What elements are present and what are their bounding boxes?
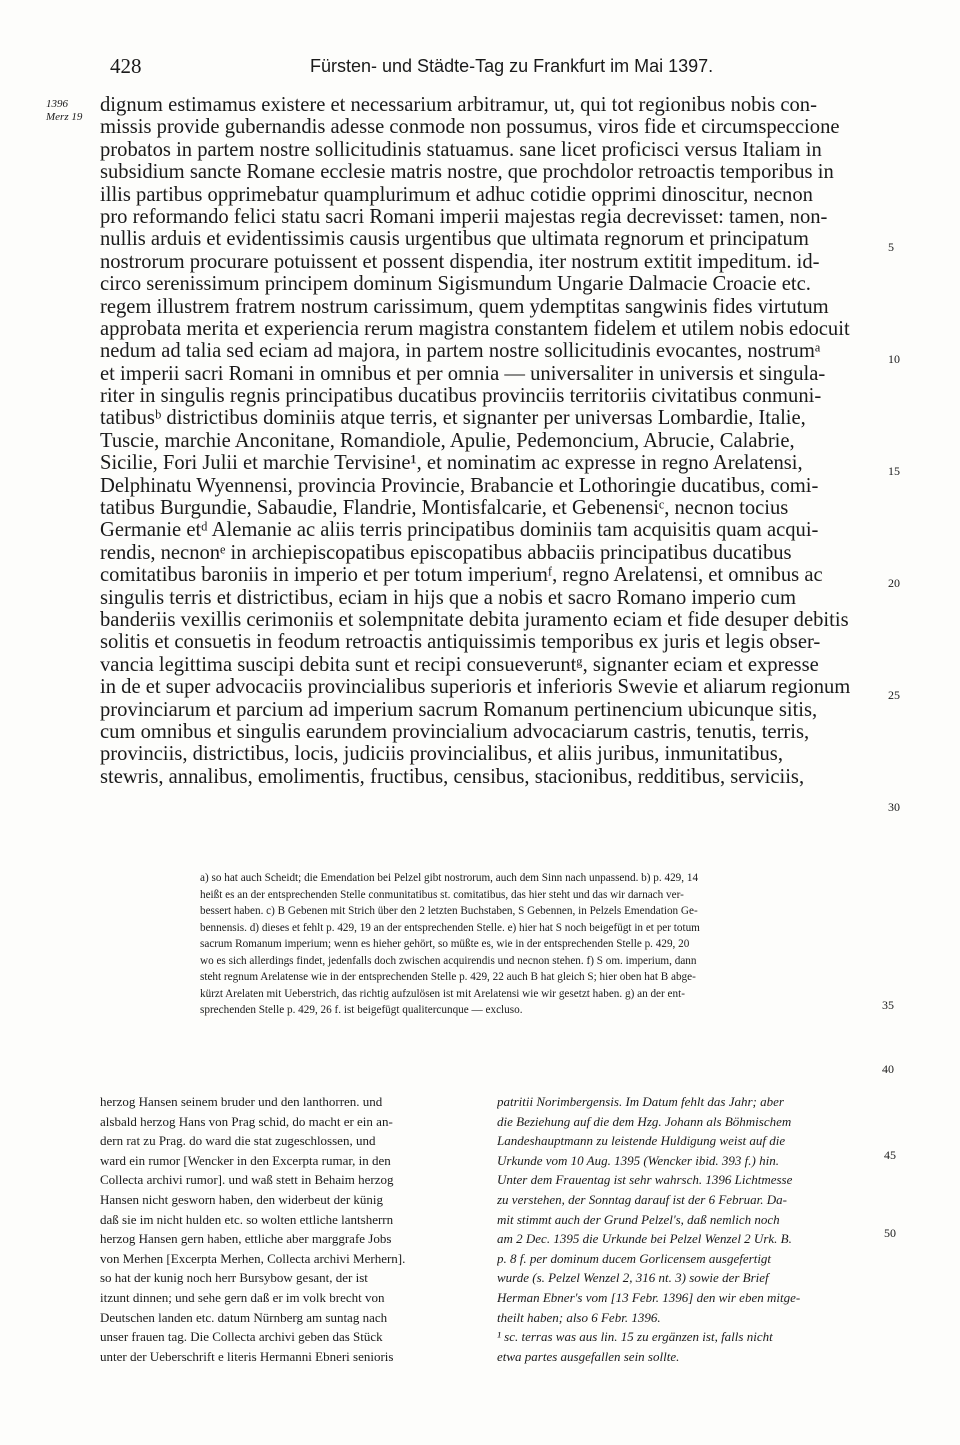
footnote-line: wo es sich allerdings findet, jedenfalls doch zwischen acquirendis und necnon stehen. f) S om. imperium, dann <box>200 954 697 967</box>
running-title: Fürsten- und Städte-Tag zu Frankfurt im Mai 1397. <box>310 56 714 76</box>
text-line: Tuscie, marchie Anconitane, Romandiole, Apulie, Pedemoncium, Abrucie, Calabrie, <box>100 429 795 452</box>
text-line: solitis et consuetis in feodum retroactis antiquissimis temporibus ex juris et legis obser- <box>100 631 821 654</box>
text-line: circo serenissimum principem dominum Sigismundum Ungarie Dalmacie Croacie etc. <box>100 273 811 296</box>
text-line: ¹ sc. terras was aus lin. 15 zu ergänzen ist, falls nicht <box>497 1329 773 1345</box>
footnote-line: sprechenden Stelle p. 429, 26 f. ist beigefügt qualitercunque — excluso. <box>200 1004 523 1016</box>
line-number: 10 <box>888 352 900 366</box>
footnote-line: bessert haben. c) B Gebenen mit Strich über den 2 letzten Buchstaben, S Gebennen, in Pelzels Emendation Ge- <box>200 905 698 917</box>
text-line: Landeshauptmann zu leistende Huldigung weist auf die <box>497 1133 786 1149</box>
text-line: provinciis, districtibus, locis, judiciis provincialibus, et aliis juribus, inmunitatibus, <box>100 743 783 766</box>
text-line: so hat der kunig noch herr Bursybow gesant, der ist <box>100 1270 368 1286</box>
line-number: 40 <box>882 1062 894 1076</box>
footnote-line: kürzt Arelaten mit Ueberstrich, das richtig aufzulösen ist mit Arelatensi wie wir gesetzt haben. g) an der ent- <box>200 987 685 1000</box>
text-line: nullis arduis et evidentissimis causis urgentibus que ultimata regnorum et principatum <box>100 228 809 251</box>
text-line: in de et super advocaciis provincialibus superioris et inferioris Swevie et aliarum regionum <box>100 676 851 699</box>
text-line: Urkunde vom 10 Aug. 1395 (Wencker ibid. 393 f.) hin. <box>497 1152 779 1168</box>
text-line: unter der Ueberschrift e literis Hermanni Ebneri senioris <box>100 1348 394 1364</box>
text-line: provinciarum et parcium ad imperium sacrum Romanum pertinencium ubicunque sitis, <box>100 698 818 721</box>
line-number: 25 <box>888 688 900 702</box>
text-line: ward ein rumor [Wencker in den Excerpta rumar, in den <box>100 1152 391 1168</box>
main-text <box>100 94 880 788</box>
text-line: Sicilie, Fori Julii et marchie Tervisine¹, et nominatim ac expresse in regno Arelatensi, <box>100 452 803 475</box>
line-number: 50 <box>884 1226 896 1240</box>
bottom-right-column <box>497 1092 882 1366</box>
text-line: pro reformando felici statu sacri Romani imperii majestas regia decrevisset: tamen, non- <box>100 205 828 228</box>
text-line: Germanie etᵈ Alemanie ac aliis terris principatibus dominiis tam acquisitis quam acqui- <box>100 519 819 542</box>
text-line: approbata merita et experiencia rerum magistra constantem fidelem et utilem nobis edocuit <box>100 317 850 340</box>
text-line: Delphinatu Wyennensi, provincia Provincie, Brabancie et Lothoringie ducatibus, comi- <box>100 474 819 497</box>
text-line: herzog Hansen seinem bruder und den lanthorren. und <box>100 1094 383 1109</box>
text-line: subsidium sancte Romane ecclesie matris nostre, que prochdolor retroactis temporibus in <box>100 161 834 184</box>
text-line: tatibus Burgundie, Sabaudie, Flandrie, Montisfalcarie, et Gebenensiᶜ, necnon tocius <box>100 497 789 520</box>
text-line: dern rat zu Prag. do ward die stat zugeschlossen, und <box>100 1133 376 1149</box>
text-line: die Beziehung auf die dem Hzg. Johann als Böhmischem <box>497 1113 792 1129</box>
footnote-line: sacrum Romanum imperium; wenn es hieher gehört, so müßte es, wie in der entsprechenden Stelle p. 429, 20 <box>200 938 690 950</box>
text-line: itzunt dinnen; und sehe gern daß er im volk brecht von <box>100 1289 385 1305</box>
line-number: 15 <box>888 464 900 478</box>
text-line: p. 8 f. per dominum ducem Gorlicensem ausgefertigt <box>497 1250 772 1266</box>
line-number: 20 <box>888 576 900 590</box>
text-line: nostrorum procurare potuissent et possent dispendia, iter nostrum extitit impeditum. id- <box>100 250 820 273</box>
line-number: 5 <box>888 240 894 254</box>
text-line: Unter dem Frauentag ist sehr wahrsch. 1396 Lichtmesse <box>497 1172 793 1188</box>
page-header <box>110 54 890 86</box>
margin-date <box>46 98 82 124</box>
text-line: tatibusᵇ districtibus dominiis atque terris, et signanter per universas Lombardie, Italie, <box>100 407 806 430</box>
text-line: missis provide gubernandis adesse conmode non possumus, viros fide et circumspeccione <box>100 116 840 139</box>
footnote-line: bennensis. d) dieses et fehlt p. 429, 19 an der entsprechenden Stelle. e) hier hat S noch beigefügt in et per totum <box>200 921 700 934</box>
text-line: Deutschen landen etc. datum Nürnberg am suntag nach <box>100 1309 388 1325</box>
margin-date-year: 1396 <box>46 98 68 110</box>
text-line: zu verstehen, der Sonntag darauf ist der 6 Februar. Da- <box>497 1191 787 1207</box>
text-line: wurde (s. Pelzel Wenzel 2, 316 nt. 3) sowie der Brief <box>497 1270 769 1286</box>
text-line: comitatibus baroniis in imperio et per totum imperiumᶠ, regno Arelatensi, et omnibus ac <box>100 564 823 587</box>
text-line: rendis, necnonᵉ in archiepiscopatibus episcopatibus abbaciis principatibus ducatibus <box>100 541 792 564</box>
text-line: am 2 Dec. 1395 die Urkunde bei Pelzel Wenzel 2 Urk. B. <box>497 1231 792 1247</box>
text-line: regem illustrem fratrem nostrum carissimum, quem ydemptitas sangwinis fides virtutum <box>100 295 829 318</box>
page-number: 428 <box>110 54 142 78</box>
text-line: mit stimmt auch der Grund Pelzel's, daß nemlich noch <box>497 1211 780 1227</box>
text-line: alsbald herzog Hans von Prag schid, do macht er ein an- <box>100 1113 393 1129</box>
margin-date-day: Merz 19 <box>46 111 83 123</box>
text-line: dignum estimamus existere et necessarium arbitramur, ut, qui tot regionibus nobis con- <box>100 94 817 116</box>
footnotes <box>200 870 880 1019</box>
bottom-left-column <box>100 1092 475 1366</box>
text-line: riter in singulis regnis principatibus ducatibus provinciis territoriis civitatibus conmuni- <box>100 385 822 408</box>
text-line: cum omnibus et singulis earundem provincialium advocaciarum castris, tenutis, terris, <box>100 720 810 743</box>
text-line: nedum ad talia sed eciam ad majora, in partem nostre sollicitudinis evocantes, nostrumᵃ <box>100 340 821 363</box>
text-line: vancia legittima suscipi debita sunt et recipi consueveruntᵍ, signanter eciam et expresse <box>100 653 819 676</box>
text-line: etwa partes ausgefallen sein sollte. <box>497 1348 680 1364</box>
text-line: Herman Ebner's vom [13 Febr. 1396] den wir eben mitge- <box>497 1289 801 1305</box>
text-line: stewris, annalibus, emolimentis, fructibus, censibus, stacionibus, redditibus, serviciis, <box>100 765 805 788</box>
text-line: Collecta archivi rumor]. und waß stett in Behaim herzog <box>100 1172 394 1188</box>
text-line: daß sie im nicht hulden etc. so wolten ettliche lantsherrn <box>100 1211 394 1227</box>
text-line: theilt haben; also 6 Febr. 1396. <box>497 1309 661 1325</box>
text-line: von Merhen [Excerpta Merhen, Collecta archivi Merhern]. <box>100 1250 406 1266</box>
footnote-line: heißt es an der entsprechenden Stelle conmunitatibus st. comitatibus, das hier steht und das wir darnach ver- <box>200 888 684 901</box>
text-line: Hansen nicht gesworn haben, den widerbeut der künig <box>100 1191 384 1207</box>
text-line: singulis terris et districtibus, eciam in hijs que a nobis et sacro Romano imperio cum <box>100 586 797 609</box>
line-number: 45 <box>884 1148 896 1162</box>
text-line: unser frauen tag. Die Collecta archivi geben das Stück <box>100 1329 383 1345</box>
text-line: illis partibus opprimebatur quamplurimum et adhuc cotidie opprimi dinoscitur, necnon <box>100 183 813 206</box>
text-line: patritii Norimbergensis. Im Datum fehlt das Jahr; aber <box>497 1094 784 1109</box>
line-number: 30 <box>888 800 900 814</box>
text-line: banderiis vexillis cerimoniis et solempnitate debita juramento eciam et fide desuper debitis <box>100 608 849 631</box>
footnote-line: steht regnum Arelatense wie in der entsprechenden Stelle p. 429, 22 auch B hat gleich S; hier oben hat B abge- <box>200 971 696 983</box>
line-number: 35 <box>882 998 894 1012</box>
text-line: herzog Hansen gern haben, ettliche aber marggrafe Jobs <box>100 1231 392 1247</box>
text-line: probatos in partem nostre sollicitudinis statuamus. sane licet proficisci versus Italiam in <box>100 138 822 161</box>
text-line: et imperii sacri Romani in omnibus et per omnia — universaliter in universis et singula- <box>100 362 826 385</box>
footnote-line: a) so hat auch Scheidt; die Emendation bei Pelzel gibt nostrorum, auch dem Sinn nach unpassend. b) p. 429, 14 <box>200 872 699 884</box>
